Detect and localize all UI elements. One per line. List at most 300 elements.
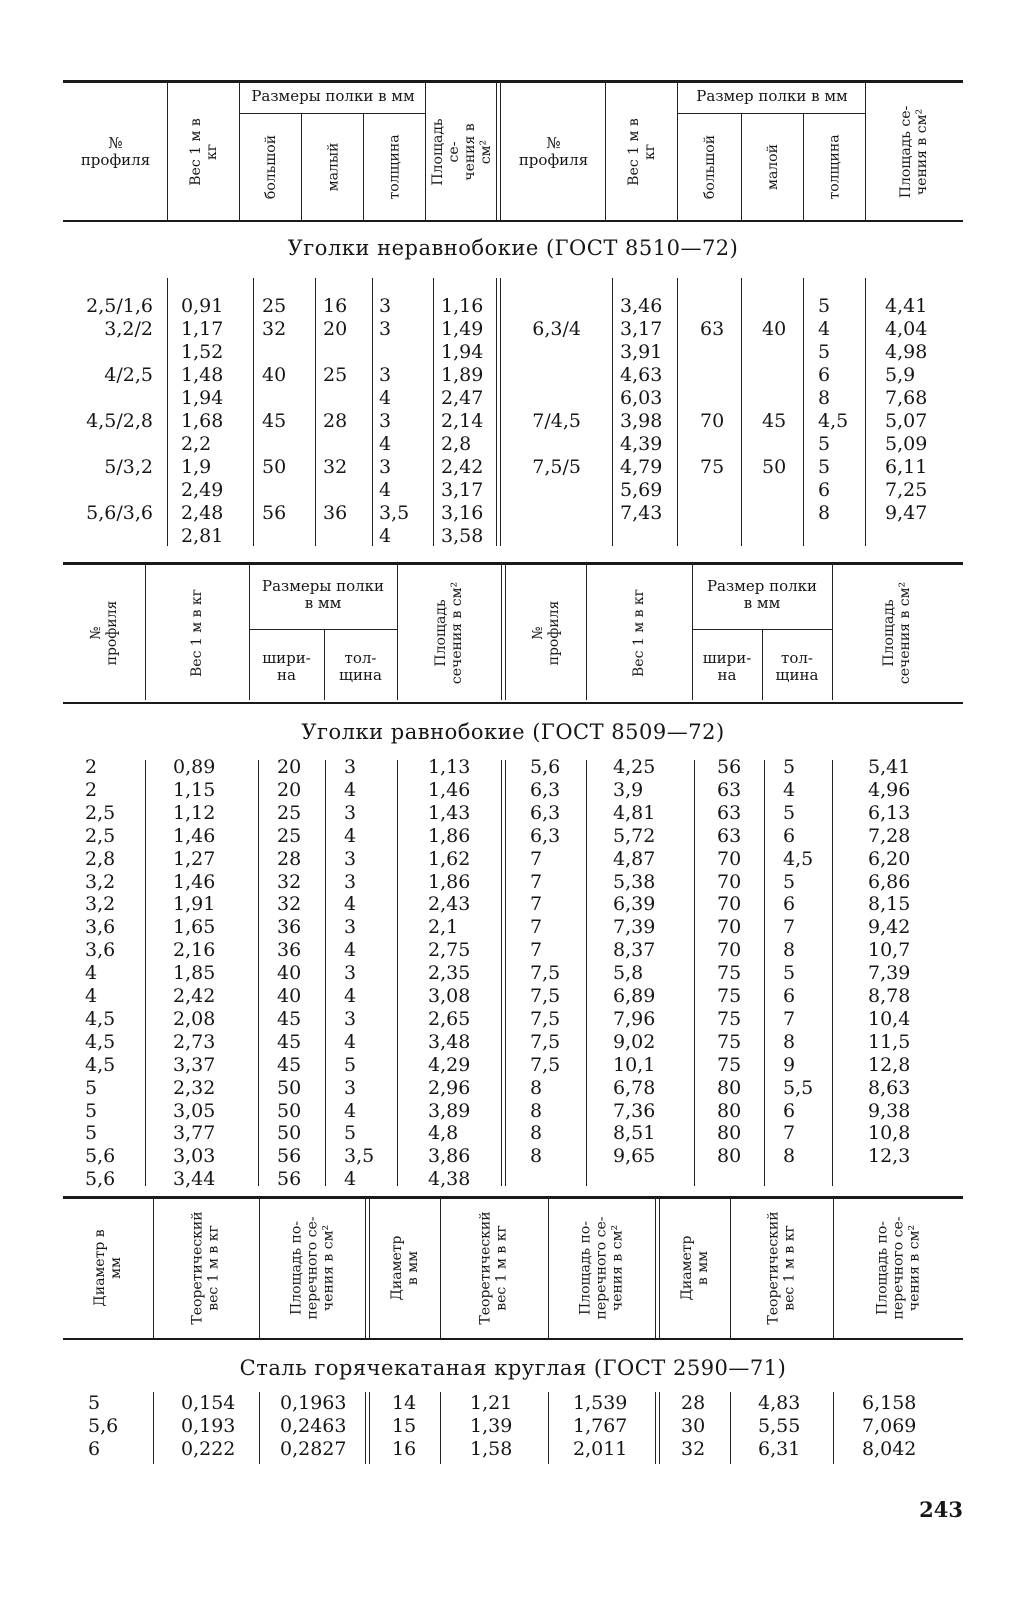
unequal-right-big: 70 <box>700 410 725 432</box>
equal-header-weight-label: Вес 1 м в кг <box>188 589 205 677</box>
unequal-left-area: 3,17 <box>441 479 484 501</box>
equal-right-area: 10,7 <box>868 939 911 961</box>
equal-left-area: 1,46 <box>428 779 471 801</box>
equal-left-t: 3 <box>344 1077 357 1099</box>
header-profile-label: № профиля <box>80 134 151 169</box>
equal-right-profile: 7,5 <box>530 1054 561 1076</box>
unequal-left-w: 1,68 <box>181 410 224 432</box>
unequal-left-big: 50 <box>262 456 287 478</box>
equal-left-area: 3,08 <box>428 985 471 1007</box>
unequal-right-w: 4,79 <box>620 456 663 478</box>
equal-left-profile: 3,6 <box>85 939 116 961</box>
equal-left-profile: 3,2 <box>85 893 116 915</box>
equal-left-b: 56 <box>277 1168 302 1190</box>
vline-double <box>365 1392 370 1464</box>
equal-left-w: 2,32 <box>173 1077 216 1099</box>
equal-right-w: 7,36 <box>613 1100 656 1122</box>
equal-left-b: 25 <box>277 802 302 824</box>
equal-left-b: 36 <box>277 939 302 961</box>
equal-left-profile: 2,8 <box>85 848 116 870</box>
equal-left-profile: 5,6 <box>85 1145 116 1167</box>
unequal-left-t: 3 <box>379 295 392 317</box>
header-profile-right-label: № профиля <box>518 134 589 169</box>
vline <box>363 114 364 220</box>
equal-left-profile: 2,5 <box>85 802 116 824</box>
header-area-right <box>866 84 963 220</box>
round-header-area-3 <box>833 1200 963 1336</box>
section-title-equal: Уголки равнобокие (ГОСТ 8509—72) <box>301 720 725 744</box>
equal-left-area: 4,8 <box>428 1122 459 1144</box>
vline <box>372 278 373 546</box>
section-title-unequal: Уголки неравнобокие (ГОСТ 8510—72) <box>287 236 739 260</box>
equal-header-profile <box>63 566 145 700</box>
equal-right-profile: 8 <box>530 1077 543 1099</box>
unequal-right-w: 3,17 <box>620 318 663 340</box>
equal-left-w: 0,89 <box>173 756 216 778</box>
equal-right-b: 75 <box>717 1054 742 1076</box>
equal-left-profile: 4 <box>85 962 98 984</box>
unequal-right-t: 6 <box>818 364 831 386</box>
unequal-right-big: 63 <box>700 318 725 340</box>
unequal-left-area: 2,8 <box>441 433 472 455</box>
header-thick-right <box>804 114 866 220</box>
equal-left-t: 4 <box>344 825 357 847</box>
equal-left-t: 4 <box>344 779 357 801</box>
equal-left-b: 50 <box>277 1122 302 1144</box>
vline <box>612 278 613 546</box>
equal-right-b: 63 <box>717 779 742 801</box>
equal-right-profile: 7 <box>530 939 543 961</box>
equal-left-profile: 4,5 <box>85 1008 116 1030</box>
round-d3: 32 <box>681 1438 706 1460</box>
vline-double <box>501 760 506 1186</box>
equal-left-area: 2,65 <box>428 1008 471 1030</box>
equal-header-profile-right-label: № профиля <box>530 600 562 666</box>
equal-right-b: 75 <box>717 1031 742 1053</box>
equal-right-t: 6 <box>783 893 796 915</box>
equal-left-t: 3 <box>344 802 357 824</box>
unequal-left-w: 2,2 <box>181 433 212 455</box>
unequal-left-big: 56 <box>262 502 287 524</box>
unequal-left-t: 3 <box>379 318 392 340</box>
equal-left-profile: 5,6 <box>85 1168 116 1190</box>
equal-right-area: 8,63 <box>868 1077 911 1099</box>
equal-right-area: 7,28 <box>868 825 911 847</box>
equal-right-t: 4 <box>783 779 796 801</box>
vline <box>548 1198 549 1338</box>
equal-right-w: 3,9 <box>613 779 644 801</box>
unequal-right-t: 5 <box>818 341 831 363</box>
vline <box>548 1392 549 1464</box>
equal-header-area-right <box>832 566 963 700</box>
equal-right-b: 70 <box>717 871 742 893</box>
unequal-left-small: 36 <box>323 502 348 524</box>
vline-double <box>501 564 506 700</box>
round-d1: 5 <box>88 1392 101 1414</box>
vline <box>440 1392 441 1464</box>
vline <box>865 82 866 220</box>
equal-right-area: 4,96 <box>868 779 911 801</box>
equal-left-area: 1,86 <box>428 871 471 893</box>
equal-right-area: 7,39 <box>868 962 911 984</box>
header-small <box>302 114 364 220</box>
vline <box>803 114 804 220</box>
equal-left-b: 32 <box>277 893 302 915</box>
unequal-left-area: 3,16 <box>441 502 484 524</box>
equal-left-b: 45 <box>277 1008 302 1030</box>
round-w3: 4,83 <box>758 1392 801 1414</box>
round-header-weight-label: Теоретический вес 1 м в кг <box>190 1211 223 1325</box>
equal-header-dims-right: Размер полки в мм <box>706 577 818 612</box>
header-weight-right-label: Вес 1 м в кг <box>626 118 658 186</box>
unequal-left-t: 4 <box>379 433 392 455</box>
vline <box>833 1392 834 1464</box>
vline <box>259 1198 260 1338</box>
equal-left-t: 4 <box>344 1168 357 1190</box>
equal-left-t: 3 <box>344 1008 357 1030</box>
header-weight-right <box>606 84 678 220</box>
unequal-right-small: 50 <box>762 456 787 478</box>
equal-right-w: 7,96 <box>613 1008 656 1030</box>
round-a2: 1,539 <box>573 1392 628 1414</box>
round-a3: 7,069 <box>862 1415 917 1437</box>
equal-left-profile: 3,6 <box>85 916 116 938</box>
unequal-right-w: 4,63 <box>620 364 663 386</box>
unequal-right-area: 4,98 <box>885 341 928 363</box>
equal-right-profile: 5,6 <box>530 756 561 778</box>
header-big <box>240 114 302 220</box>
equal-left-t: 3 <box>344 871 357 893</box>
equal-left-profile: 2 <box>85 756 98 778</box>
vline <box>677 82 678 220</box>
vline <box>677 278 678 546</box>
round-a2: 2,011 <box>573 1438 628 1460</box>
equal-right-w: 4,25 <box>613 756 656 778</box>
hline <box>240 113 426 114</box>
unequal-left-t: 4 <box>379 525 392 547</box>
unequal-left-area: 1,49 <box>441 318 484 340</box>
round-w1: 0,154 <box>181 1392 236 1414</box>
equal-right-profile: 6,3 <box>530 779 561 801</box>
equal-left-profile: 4,5 <box>85 1031 116 1053</box>
vline <box>301 114 302 220</box>
vline <box>145 760 146 1186</box>
unequal-left-profile: 4/2,5 <box>104 364 153 386</box>
equal-left-area: 2,35 <box>428 962 471 984</box>
equal-right-w: 6,78 <box>613 1077 656 1099</box>
vline <box>440 1198 441 1338</box>
unequal-left-area: 1,89 <box>441 364 484 386</box>
unequal-left-area: 1,94 <box>441 341 484 363</box>
equal-left-b: 45 <box>277 1054 302 1076</box>
equal-right-profile: 7 <box>530 893 543 915</box>
equal-right-b: 70 <box>717 893 742 915</box>
equal-header-thick: тол- щина <box>339 649 382 684</box>
unequal-left-profile: 4,5/2,8 <box>86 410 153 432</box>
equal-right-b: 80 <box>717 1145 742 1167</box>
equal-right-w: 5,8 <box>613 962 644 984</box>
equal-header-bottom-rule <box>63 702 963 704</box>
vline <box>397 760 398 1186</box>
vline <box>249 564 250 700</box>
round-header-weight-2 <box>440 1200 548 1336</box>
equal-right-b: 80 <box>717 1122 742 1144</box>
equal-left-area: 2,43 <box>428 893 471 915</box>
unequal-right-t: 8 <box>818 502 831 524</box>
equal-right-w: 4,81 <box>613 802 656 824</box>
equal-right-profile: 6,3 <box>530 825 561 847</box>
equal-right-w: 8,37 <box>613 939 656 961</box>
equal-left-profile: 5 <box>85 1077 98 1099</box>
unequal-left-w: 1,52 <box>181 341 224 363</box>
hline <box>250 629 398 630</box>
equal-right-b: 56 <box>717 756 742 778</box>
equal-left-t: 5 <box>344 1122 357 1144</box>
unequal-right-area: 9,47 <box>885 502 928 524</box>
unequal-left-big: 25 <box>262 295 287 317</box>
equal-left-area: 2,1 <box>428 916 459 938</box>
equal-header-profile-label: № профиля <box>88 600 120 666</box>
round-a3: 6,158 <box>862 1392 917 1414</box>
equal-left-b: 56 <box>277 1145 302 1167</box>
equal-left-w: 3,05 <box>173 1100 216 1122</box>
vline <box>325 760 326 1186</box>
equal-right-t: 4,5 <box>783 848 814 870</box>
round-header-area-label: Площадь по- перечного се- чения в см² <box>287 1216 336 1320</box>
equal-right-b: 70 <box>717 939 742 961</box>
equal-right-profile: 6,3 <box>530 802 561 824</box>
header-area-label: Площадь се- чения в см² <box>430 118 494 186</box>
equal-right-profile: 7,5 <box>530 962 561 984</box>
equal-right-area: 6,13 <box>868 802 911 824</box>
round-header-weight-3-label: Теоретический вес 1 м в кг <box>765 1211 798 1325</box>
equal-left-t: 4 <box>344 985 357 1007</box>
equal-left-b: 32 <box>277 871 302 893</box>
equal-right-w: 7,39 <box>613 916 656 938</box>
round-header-diameter-3-label: Диаметр в мм <box>679 1235 711 1301</box>
equal-right-w: 10,1 <box>613 1054 656 1076</box>
equal-left-b: 40 <box>277 985 302 1007</box>
header-small-right-label: малой <box>764 144 781 190</box>
round-a2: 1,767 <box>573 1415 628 1437</box>
equal-header-dims: Размеры полки в мм <box>262 577 384 612</box>
equal-left-t: 5 <box>344 1054 357 1076</box>
round-a1: 0,2827 <box>280 1438 347 1460</box>
equal-left-w: 1,27 <box>173 848 216 870</box>
unequal-left-t: 4 <box>379 387 392 409</box>
unequal-left-w: 1,9 <box>181 456 212 478</box>
round-d2: 14 <box>392 1392 417 1414</box>
vline <box>694 760 695 1186</box>
unequal-right-small: 45 <box>762 410 787 432</box>
vline <box>239 82 240 220</box>
equal-left-w: 1,46 <box>173 871 216 893</box>
equal-right-area: 8,78 <box>868 985 911 1007</box>
unequal-left-w: 2,81 <box>181 525 224 547</box>
equal-right-t: 9 <box>783 1054 796 1076</box>
unequal-left-t: 4 <box>379 479 392 501</box>
round-header-area-2 <box>548 1200 655 1336</box>
equal-header-width: шири- на <box>262 649 311 684</box>
vline <box>865 278 866 546</box>
equal-right-profile: 7 <box>530 916 543 938</box>
header-profile-right <box>501 84 606 220</box>
round-top-rule <box>63 1196 963 1199</box>
round-d2: 16 <box>392 1438 417 1460</box>
vline <box>764 760 765 1186</box>
equal-right-b: 75 <box>717 1008 742 1030</box>
vline-double <box>496 278 501 546</box>
equal-left-t: 4 <box>344 939 357 961</box>
equal-left-w: 1,85 <box>173 962 216 984</box>
vline <box>741 278 742 546</box>
equal-left-t: 3 <box>344 848 357 870</box>
equal-right-t: 8 <box>783 1145 796 1167</box>
vline <box>167 82 168 220</box>
equal-header-thick-right: тол- щина <box>775 649 819 684</box>
equal-left-w: 1,15 <box>173 779 216 801</box>
equal-right-profile: 7,5 <box>530 1008 561 1030</box>
equal-right-w: 9,65 <box>613 1145 656 1167</box>
unequal-left-w: 1,17 <box>181 318 224 340</box>
vline <box>315 278 316 546</box>
round-a1: 0,2463 <box>280 1415 347 1437</box>
equal-right-b: 75 <box>717 962 742 984</box>
equal-right-t: 7 <box>783 1008 796 1030</box>
equal-left-t: 4 <box>344 1031 357 1053</box>
header-area-right-label: Площадь се- чения в см² <box>898 105 931 199</box>
round-w3: 6,31 <box>758 1438 801 1460</box>
equal-right-t: 6 <box>783 985 796 1007</box>
vline <box>153 1198 154 1338</box>
equal-left-profile: 5 <box>85 1122 98 1144</box>
round-d2: 15 <box>392 1415 417 1437</box>
equal-left-w: 2,42 <box>173 985 216 1007</box>
equal-right-b: 70 <box>717 848 742 870</box>
unequal-left-small: 28 <box>323 410 348 432</box>
equal-left-b: 50 <box>277 1077 302 1099</box>
header-weight <box>168 84 240 220</box>
vline <box>425 82 426 220</box>
round-header-area-2-label: Площадь по- перечного се- чения в см² <box>577 1216 626 1320</box>
unequal-left-big: 32 <box>262 318 287 340</box>
equal-left-area: 2,96 <box>428 1077 471 1099</box>
equal-left-t: 4 <box>344 893 357 915</box>
unequal-right-t: 4 <box>818 318 831 340</box>
unequal-left-area: 2,42 <box>441 456 484 478</box>
equal-right-b: 63 <box>717 825 742 847</box>
unequal-left-area: 3,58 <box>441 525 484 547</box>
equal-left-w: 2,08 <box>173 1008 216 1030</box>
round-a1: 0,1963 <box>280 1392 347 1414</box>
equal-header-weight-right-label: Вес 1 м в кг <box>630 589 647 677</box>
unequal-right-small: 40 <box>762 318 787 340</box>
unequal-right-profile: 7/4,5 <box>532 410 581 432</box>
equal-right-profile: 8 <box>530 1100 543 1122</box>
equal-left-w: 1,91 <box>173 893 216 915</box>
vline <box>324 630 325 700</box>
equal-left-area: 4,29 <box>428 1054 471 1076</box>
unequal-left-t: 3 <box>379 456 392 478</box>
vline <box>762 630 763 700</box>
equal-right-profile: 7,5 <box>530 985 561 1007</box>
equal-left-profile: 4,5 <box>85 1054 116 1076</box>
unequal-right-area: 5,07 <box>885 410 928 432</box>
unequal-right-w: 3,91 <box>620 341 663 363</box>
round-header-diameter-2-label: Диаметр в мм <box>389 1235 421 1301</box>
unequal-left-area: 2,14 <box>441 410 484 432</box>
round-w3: 5,55 <box>758 1415 801 1437</box>
equal-right-w: 6,89 <box>613 985 656 1007</box>
section-title-round: Сталь горячекатаная круглая (ГОСТ 2590—71) <box>239 1356 787 1380</box>
equal-right-area: 6,20 <box>868 848 911 870</box>
equal-right-b: 70 <box>717 916 742 938</box>
equal-right-b: 80 <box>717 1100 742 1122</box>
equal-right-t: 8 <box>783 939 796 961</box>
equal-right-area: 6,86 <box>868 871 911 893</box>
unequal-left-w: 2,49 <box>181 479 224 501</box>
unequal-right-t: 5 <box>818 456 831 478</box>
equal-right-t: 5,5 <box>783 1077 814 1099</box>
header-bottom-rule <box>63 220 963 222</box>
header-dims-right: Размер полки в мм <box>696 87 848 105</box>
unequal-right-w: 5,69 <box>620 479 663 501</box>
equal-right-t: 6 <box>783 825 796 847</box>
equal-left-t: 3 <box>344 962 357 984</box>
equal-left-area: 3,86 <box>428 1145 471 1167</box>
round-a3: 8,042 <box>862 1438 917 1460</box>
unequal-right-area: 4,41 <box>885 295 928 317</box>
header-profile <box>63 84 168 220</box>
equal-right-area: 12,3 <box>868 1145 911 1167</box>
equal-right-area: 8,15 <box>868 893 911 915</box>
round-w2: 1,39 <box>470 1415 513 1437</box>
equal-left-w: 1,46 <box>173 825 216 847</box>
equal-left-profile: 2,5 <box>85 825 116 847</box>
equal-header-area-right-label: Площадь сечения в см² <box>881 581 914 685</box>
equal-header-width-right: шири- на <box>702 649 752 684</box>
vline <box>145 564 146 700</box>
equal-right-w: 4,87 <box>613 848 656 870</box>
header-big-right-label: большой <box>702 134 718 200</box>
equal-right-w: 8,51 <box>613 1122 656 1144</box>
equal-left-profile: 4 <box>85 985 98 1007</box>
round-header-area-3-label: Площадь по- перечного се- чения в см² <box>873 1216 922 1320</box>
equal-right-area: 10,8 <box>868 1122 911 1144</box>
equal-header-profile-right <box>506 566 586 700</box>
vline <box>730 1392 731 1464</box>
equal-right-t: 5 <box>783 871 796 893</box>
equal-left-profile: 2 <box>85 779 98 801</box>
header-thick-label: толщина <box>387 134 403 200</box>
unequal-right-area: 4,04 <box>885 318 928 340</box>
unequal-right-area: 6,11 <box>885 456 928 478</box>
equal-left-b: 20 <box>277 779 302 801</box>
equal-right-t: 6 <box>783 1100 796 1122</box>
unequal-left-t: 3,5 <box>379 502 410 524</box>
round-w1: 0,222 <box>181 1438 236 1460</box>
vline-double <box>655 1392 660 1464</box>
equal-left-area: 1,62 <box>428 848 471 870</box>
equal-right-w: 9,02 <box>613 1031 656 1053</box>
unequal-right-area: 7,25 <box>885 479 928 501</box>
header-weight-label: Вес 1 м в кг <box>188 118 220 186</box>
vline <box>167 278 168 546</box>
equal-right-profile: 8 <box>530 1122 543 1144</box>
unequal-right-w: 4,39 <box>620 433 663 455</box>
equal-right-t: 7 <box>783 916 796 938</box>
equal-left-area: 1,43 <box>428 802 471 824</box>
